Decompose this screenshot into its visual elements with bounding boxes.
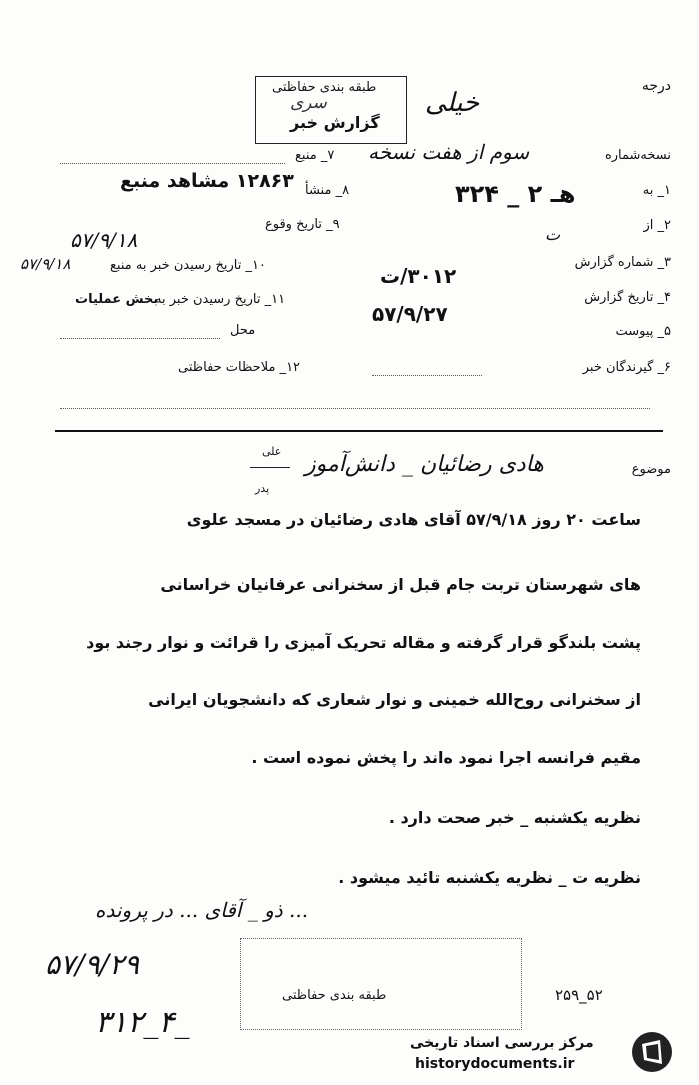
field-recipients-dots <box>372 375 482 376</box>
bottom-stamp-box <box>240 938 522 1030</box>
field-source-label: ۷_ منبع <box>295 148 335 163</box>
body-line: های شهرستان تربت جام قبل از سخنرانی عرفانیان خراسانی <box>160 575 641 594</box>
field-origin-label: ۸_ منشأ <box>305 183 350 198</box>
field-source-received-value: ۵۷/۹/۱۸ <box>20 255 71 273</box>
field-report-number-value: ۳۰۱۲/ت <box>380 264 457 288</box>
field-report-date-value: ۵۷/۹/۲۷ <box>372 302 448 326</box>
subject-note-bottom: پدر <box>255 482 270 495</box>
watermark-center-name: مرکز بررسی اسناد تاریخی <box>410 1035 594 1051</box>
field-report-number-label: ۳_ شماره گزارش <box>574 255 671 270</box>
field-event-date-value: ۵۷/۹/۱۸ <box>70 228 138 252</box>
bottom-dots <box>60 408 650 409</box>
body-line: از سخنرانی روح‌الله خمینی و نوار شعاری که دانشجویان ایرانی <box>148 690 641 709</box>
field-place-dots <box>60 338 220 339</box>
field-report-date-label: ۴_ تاریخ گزارش <box>584 290 671 305</box>
degree-value: خیلی <box>425 88 480 118</box>
field-recipients-label: ۶_ گیرندگان خبر <box>582 360 671 375</box>
field-source-received-label: ۱۰_ تاریخ رسیدن خبر به منبع <box>110 258 266 273</box>
body-line: نظریه ت _ نظریه یکشنبه تائید میشود . <box>338 868 641 887</box>
footer-classification: طبقه بندی حفاظتی <box>282 988 387 1003</box>
handwritten-date: ۵۷/۹/۲۹ <box>45 948 140 981</box>
handwritten-number: ۳۱۲_۴_ <box>95 1005 190 1040</box>
subject-value: هادی رضائیان _ دانش‌آموز <box>305 452 544 477</box>
field-from-value: ت <box>545 225 561 244</box>
field-ops-received-label: ۱۱_ تاریخ رسیدن خبر به <box>155 292 286 307</box>
field-from-label: ۲_ از <box>643 218 671 233</box>
footer-code: ۵۲_۲۵۹ <box>555 986 603 1004</box>
field-attachment-label: ۵_ پیوست <box>615 324 671 339</box>
handwritten-note: ذو _ آقای ... در پرونده ... <box>95 898 309 922</box>
field-event-date-label: ۹_ تاریخ وقوع <box>265 217 340 232</box>
field-security-notes-label: ۱۲_ ملاحظات حفاظتی <box>178 360 301 375</box>
section-divider <box>55 430 663 432</box>
body-line: ساعت ۲۰ روز ۵۷/۹/۱۸ آقای هادی رضائیان در مسجد علوی <box>186 510 641 529</box>
degree-label: درجه <box>641 78 671 94</box>
copy-label: نسخه‌شماره <box>604 148 671 163</box>
field-origin-value: ۱۲۸۶۳ مشاهد منبع <box>120 170 294 192</box>
watermark-website: historydocuments.ir <box>415 1056 575 1072</box>
subject-label: موضوع <box>631 462 671 477</box>
field-to-label: ۱_ به <box>642 183 671 198</box>
classification-top: طبقه بندی حفاظتی <box>272 80 377 95</box>
body-line: نظریه یکشنبه _ خبر صحت دارد . <box>388 808 641 827</box>
classification-value: سری <box>290 93 327 113</box>
copy-value: سوم از هفت نسخه <box>368 140 530 164</box>
field-place-label: محل <box>230 323 256 338</box>
field-source-dots <box>60 163 285 164</box>
watermark-logo-icon <box>630 1030 674 1074</box>
subject-note-rule <box>250 467 290 468</box>
form-title: گزارش خبر <box>290 113 380 132</box>
field-to-value: هـ ۲ _ ۳۲۴ <box>455 180 576 208</box>
subject-note-top: علی <box>262 445 282 458</box>
field-ops-received-value: بخش عملیات <box>75 292 159 307</box>
body-line: مقیم فرانسه اجرا نمود ه‌اند را پخش نموده است . <box>251 748 641 767</box>
body-line: پشت بلندگو قرار گرفته و مقاله تحریک آمیزی را قرائت و نوار رجند بود <box>86 633 641 652</box>
